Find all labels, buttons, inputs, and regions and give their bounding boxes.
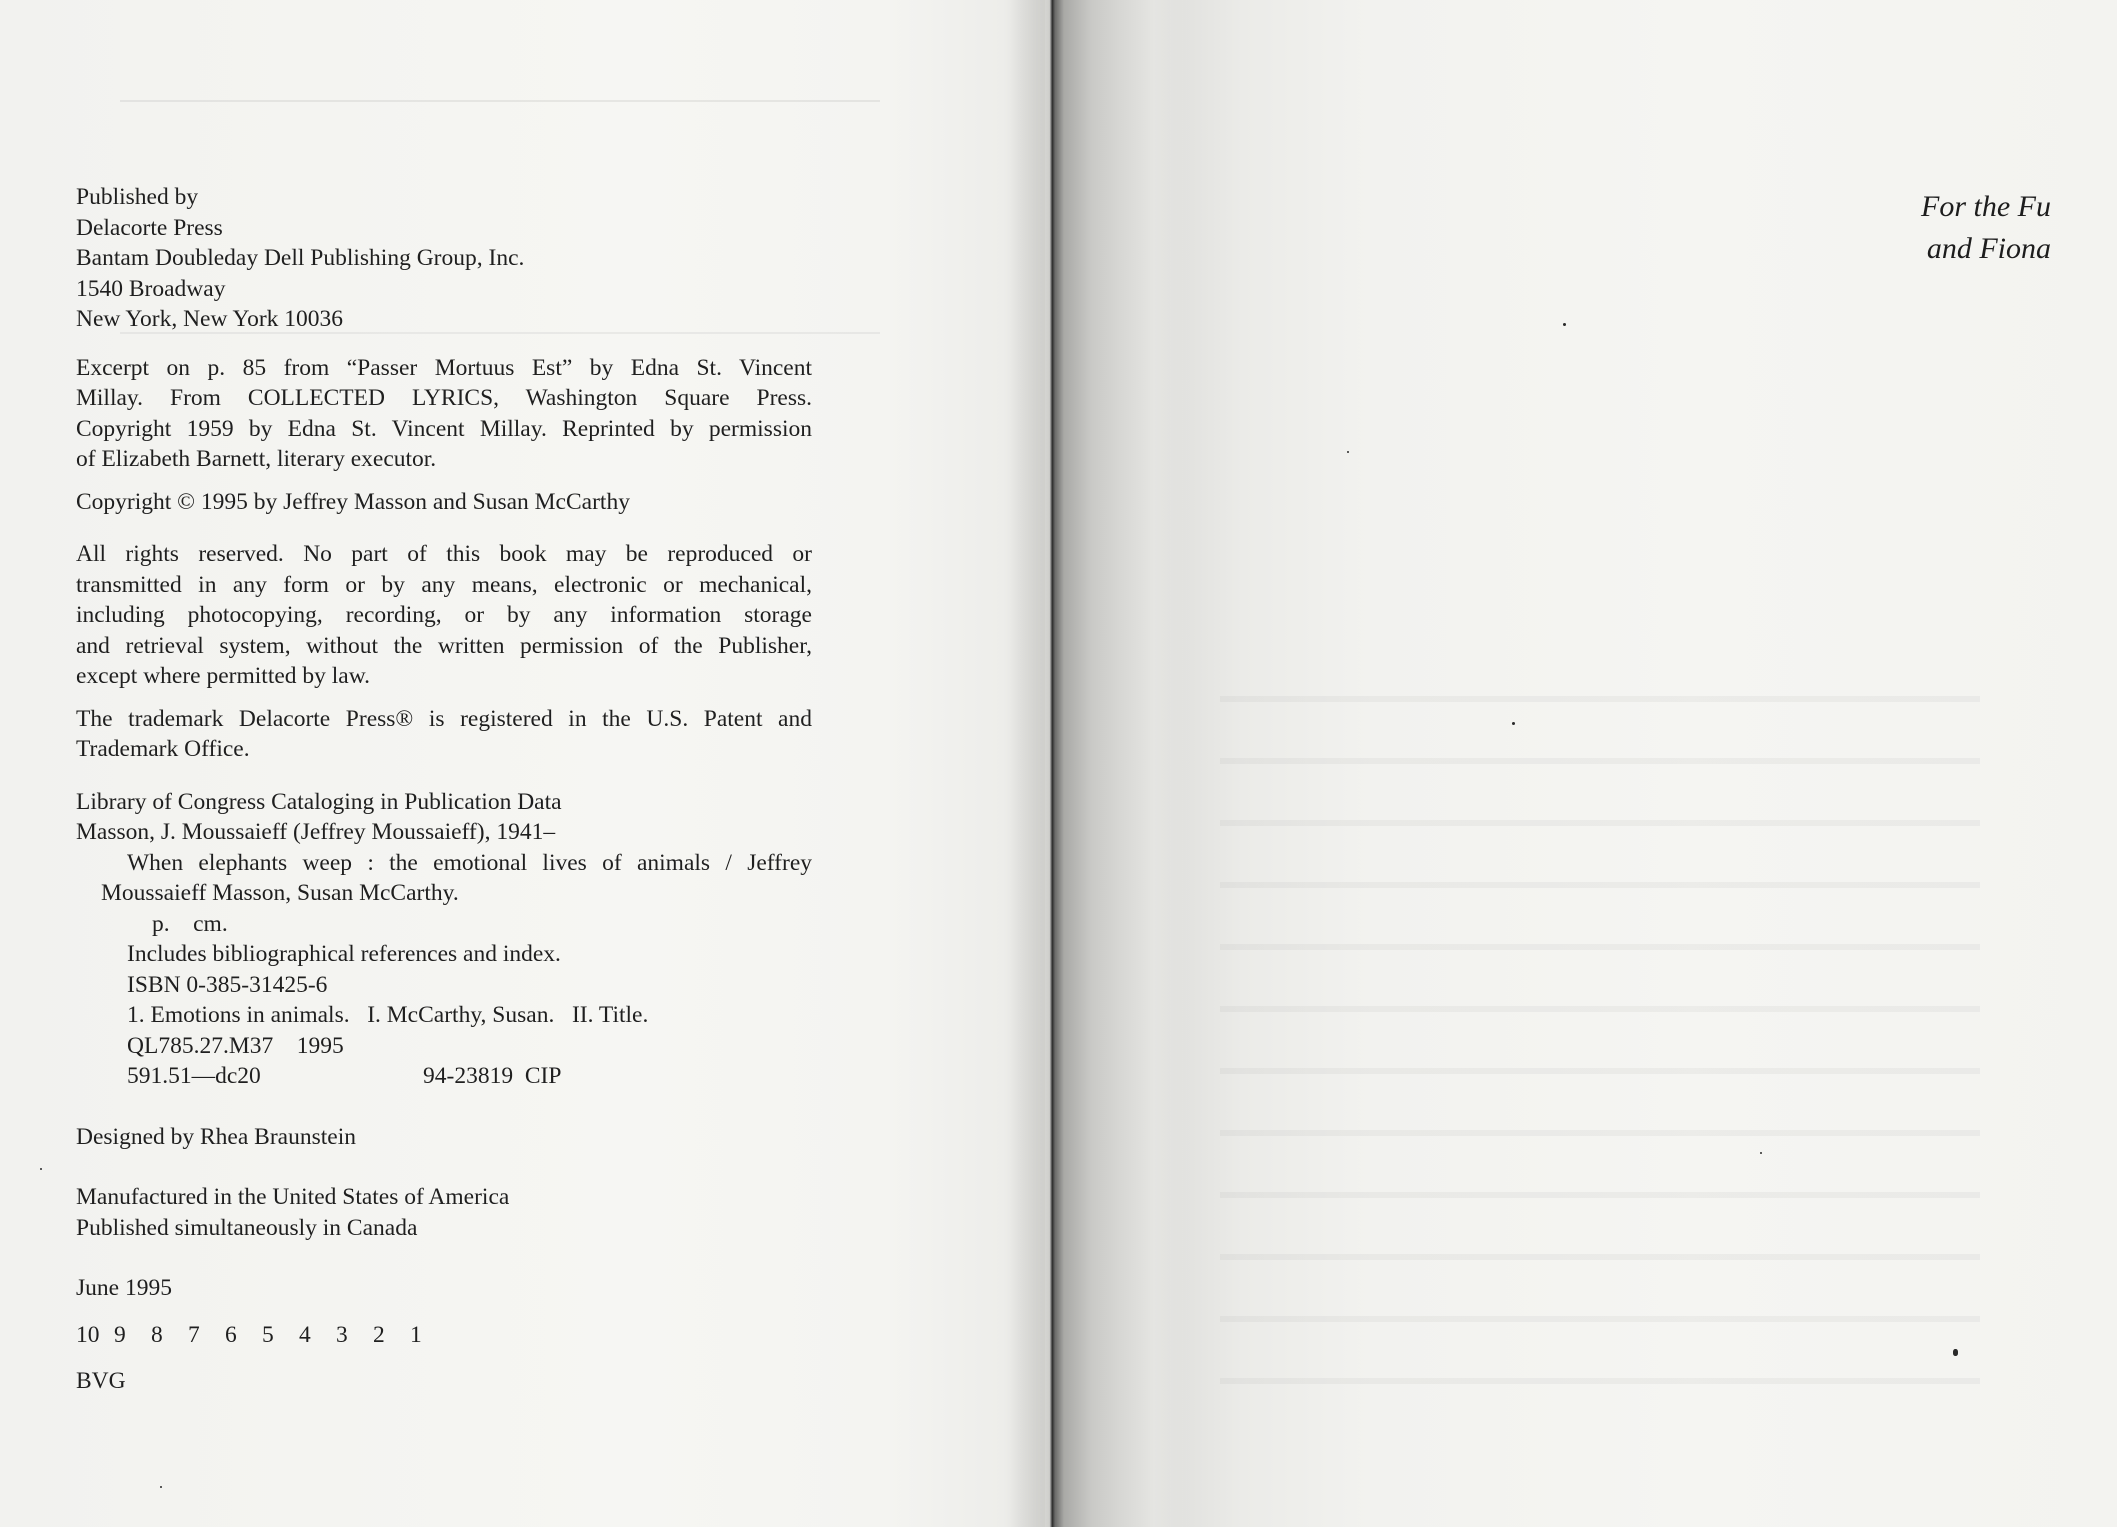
trademark-line: Trademark Office. bbox=[76, 736, 250, 762]
cip-pages: p. cm. bbox=[152, 910, 228, 937]
cip-heading: Library of Congress Cataloging in Publication Data bbox=[76, 788, 562, 815]
publisher-line: Published by bbox=[76, 184, 199, 210]
printer-code bbox=[76, 1366, 812, 1397]
cip-isbn: ISBN 0-385-31425-6 bbox=[127, 971, 328, 998]
rights-line: and retrieval system, without the written permission of the Publisher, bbox=[76, 632, 812, 659]
cip-subjects: 1. Emotions in animals. I. McCarthy, Susan. II. Title. bbox=[127, 1002, 649, 1028]
excerpt-credit bbox=[76, 353, 812, 475]
cip-title: When elephants weep : the emotional lives of animals / Jeffrey bbox=[127, 849, 812, 876]
publisher-line: Delacorte Press bbox=[76, 214, 223, 241]
excerpt-line: of Elizabeth Barnett, literary executor. bbox=[76, 446, 437, 472]
printing-number: 9 bbox=[114, 1321, 126, 1348]
printing-number: 5 bbox=[262, 1321, 274, 1348]
dedication-line: and Fiona bbox=[1926, 232, 2051, 265]
designer-line: Designed by Rhea Braunstein bbox=[76, 1123, 356, 1150]
trademark-notice bbox=[76, 704, 812, 765]
dust-speck bbox=[160, 1486, 162, 1488]
cip-classification-row bbox=[76, 1061, 812, 1092]
rights-reserved bbox=[76, 539, 812, 692]
copyright-page bbox=[76, 182, 812, 1397]
excerpt-line: Millay. From COLLECTED LYRICS, Washington Square Press. bbox=[76, 385, 812, 411]
book-gutter bbox=[1010, 0, 1190, 1527]
rights-line: except where permitted by law. bbox=[76, 663, 371, 689]
printing-number: 3 bbox=[336, 1321, 348, 1348]
dedication-line: For the Fu bbox=[1921, 190, 2051, 223]
cip-lc-class: QL785.27.M37 1995 bbox=[127, 1032, 344, 1059]
printing-number: 10 bbox=[76, 1321, 100, 1348]
dust-speck bbox=[1953, 1349, 1958, 1356]
rights-line: including photocopying, recording, or by any information storage bbox=[76, 602, 812, 628]
excerpt-line: Excerpt on p. 85 from “Passer Mortuus Est” by Edna St. Vincent bbox=[76, 354, 812, 381]
manufacture-line: Published simultaneously in Canada bbox=[76, 1214, 418, 1241]
dedication bbox=[1921, 186, 2051, 270]
dust-speck bbox=[1563, 323, 1566, 326]
dust-speck bbox=[1512, 722, 1515, 725]
printing-number: 6 bbox=[225, 1321, 237, 1348]
dust-speck bbox=[40, 1168, 42, 1170]
dust-speck bbox=[1760, 1152, 1762, 1154]
manufacture-line: Manufactured in the United States of America bbox=[76, 1184, 510, 1210]
cip-data bbox=[76, 787, 812, 1092]
printing-line bbox=[76, 1320, 812, 1351]
edition-date bbox=[76, 1273, 812, 1304]
printing-number: 4 bbox=[299, 1321, 311, 1348]
printing-number: 2 bbox=[373, 1321, 385, 1348]
cip-title-continued: Moussaieff Masson, Susan McCarthy. bbox=[101, 880, 459, 906]
trademark-line: The trademark Delacorte Press® is registered in the U.S. Patent and bbox=[76, 705, 812, 732]
cip-includes: Includes bibliographical references and index. bbox=[127, 941, 561, 967]
publisher-line: Bantam Doubleday Dell Publishing Group, Inc. bbox=[76, 245, 525, 271]
printer-code-line: BVG bbox=[76, 1368, 126, 1394]
rights-line: transmitted in any form or by any means, electronic or mechanical, bbox=[76, 571, 812, 598]
designer-credit bbox=[76, 1122, 812, 1153]
dust-speck bbox=[1347, 451, 1349, 453]
copyright-notice bbox=[76, 487, 812, 518]
publisher-line: New York, New York 10036 bbox=[76, 306, 344, 332]
cip-dewey: 591.51—dc20 bbox=[127, 1063, 261, 1089]
date-line: June 1995 bbox=[76, 1275, 172, 1301]
rights-line: All rights reserved. No part of this book may be reproduced or bbox=[76, 541, 812, 567]
printing-number: 7 bbox=[188, 1321, 200, 1348]
publisher-line: 1540 Broadway bbox=[76, 275, 226, 302]
printing-number: 1 bbox=[410, 1321, 422, 1348]
cip-author: Masson, J. Moussaieff (Jeffrey Moussaieff), 1941– bbox=[76, 819, 556, 845]
copyright-line: Copyright © 1995 by Jeffrey Masson and Susan McCarthy bbox=[76, 488, 630, 515]
manufacture-notice bbox=[76, 1182, 812, 1243]
cip-number: 94-23819 CIP bbox=[423, 1063, 562, 1089]
excerpt-line: Copyright 1959 by Edna St. Vincent Millay. Reprinted by permission bbox=[76, 415, 812, 442]
printing-number: 8 bbox=[151, 1321, 163, 1348]
publisher-block bbox=[76, 182, 812, 335]
